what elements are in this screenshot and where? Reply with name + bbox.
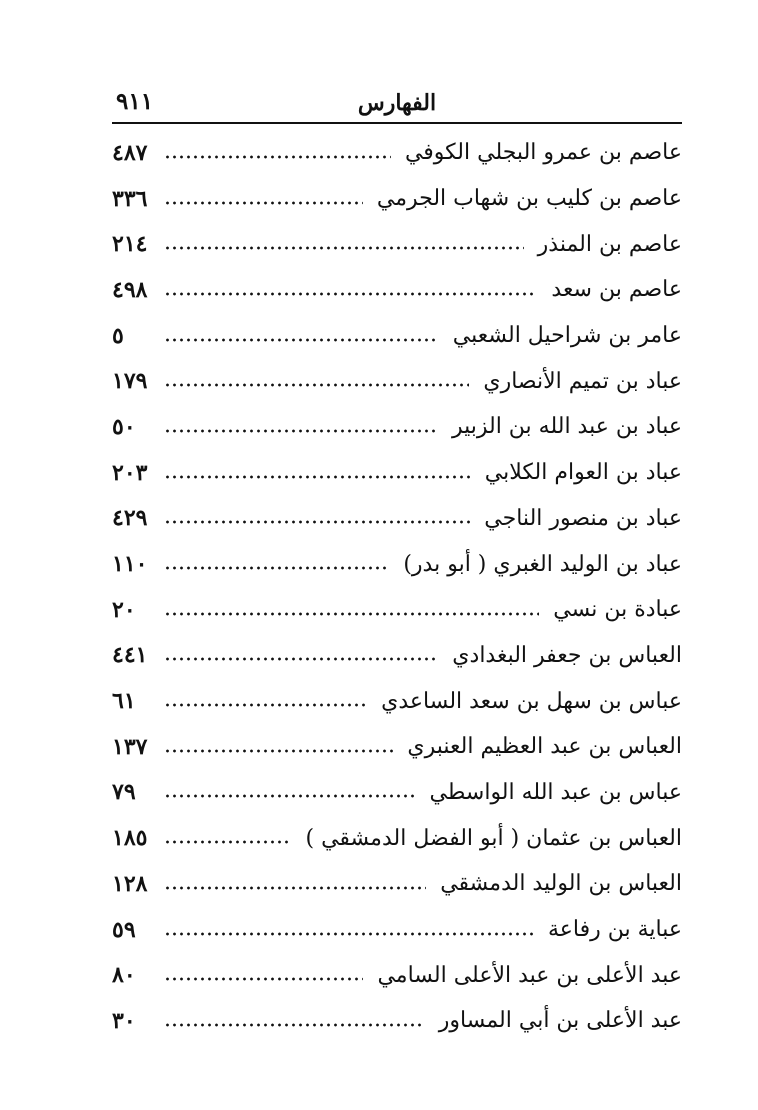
entry-name: عباد بن العوام الكلابي: [484, 460, 682, 486]
entry-name: عبادة بن نسي: [553, 597, 682, 623]
entry-name: عاصم بن المنذر: [537, 231, 682, 257]
entry-name: عبد الأعلى بن عبد الأعلى السامي: [377, 962, 682, 988]
index-entry: [112, 313, 682, 359]
entry-page-number: ٥٠: [112, 413, 136, 440]
entry-page-number: ١٧٩: [112, 368, 148, 395]
entry-page-number: ٤٢٩: [112, 505, 148, 532]
dot-leader: [164, 794, 416, 798]
index-entry: [112, 724, 682, 770]
dot-leader: [164, 338, 439, 342]
dot-leader: [164, 155, 391, 159]
page-title: الفهارس: [357, 90, 437, 116]
dot-leader: [164, 612, 539, 616]
dot-leader: [164, 566, 389, 570]
entry-page-number: ٢٠: [112, 596, 136, 623]
entry-name: عباس بن سهل بن سعد الساعدي: [381, 688, 682, 714]
index-entry: [112, 587, 682, 633]
page-header: [112, 88, 682, 124]
dot-leader: [164, 1023, 425, 1027]
entry-name: العباس بن الوليد الدمشقي: [440, 871, 682, 897]
entry-page-number: ١٨٥: [112, 825, 148, 852]
entry-page-number: ٢١٤: [112, 231, 148, 258]
dot-leader: [164, 932, 534, 936]
index-entry: [112, 998, 682, 1044]
dot-leader: [164, 840, 292, 844]
dot-leader: [164, 475, 471, 479]
index-entry: [112, 496, 682, 542]
entry-page-number: ٤٩٨: [112, 276, 148, 303]
index-entry: [112, 907, 682, 953]
entry-page-number: ٣٣٦: [112, 185, 148, 212]
entry-name: عباس بن عبد الله الواسطي: [429, 779, 682, 805]
dot-leader: [164, 292, 537, 296]
index-entry: [112, 541, 682, 587]
index-entry: [112, 450, 682, 496]
dot-leader: [164, 886, 426, 890]
entry-page-number: ١١٠: [112, 551, 148, 578]
entry-page-number: ٥٩: [112, 916, 136, 943]
dot-leader: [164, 977, 363, 981]
dot-leader: [164, 429, 438, 433]
entry-name: عاصم بن سعد: [551, 277, 682, 303]
index-entry: [112, 221, 682, 267]
index-entry: [112, 770, 682, 816]
dot-leader: [164, 201, 363, 205]
entry-name: عباية بن رفاعة: [547, 917, 682, 943]
entry-name: عاصم بن كليب بن شهاب الجرمي: [376, 186, 682, 212]
dot-leader: [164, 749, 393, 753]
dot-leader: [164, 657, 438, 661]
index-entry: [112, 815, 682, 861]
entry-name: عباد بن الوليد الغبري ( أبو بدر): [403, 551, 682, 577]
entry-name: العباس بن عثمان ( أبو الفضل الدمشقي ): [305, 825, 682, 851]
entry-name: العباس بن عبد العظيم العنبري: [407, 734, 682, 760]
entry-page-number: ٣٠: [112, 1007, 136, 1034]
entry-page-number: ٢٠٣: [112, 459, 148, 486]
entry-page-number: ٥: [112, 322, 124, 349]
dot-leader: [164, 703, 367, 707]
index-entry: [112, 678, 682, 724]
page-number: ٩١١: [116, 88, 154, 115]
entry-name: عباد بن منصور الناجي: [484, 505, 682, 531]
entry-page-number: ٨٠: [112, 962, 136, 989]
entry-name: عبد الأعلى بن أبي المساور: [438, 1008, 682, 1034]
index-entry: [112, 358, 682, 404]
entry-name: عامر بن شراحيل الشعبي: [452, 323, 682, 349]
entry-name: العباس بن جعفر البغدادي: [452, 642, 682, 668]
entry-page-number: ٤٤١: [112, 642, 148, 669]
index-entry: [112, 404, 682, 450]
index-entry: [112, 633, 682, 679]
index-entries: [112, 130, 682, 1044]
entry-name: عباد بن تميم الأنصاري: [483, 368, 682, 394]
index-entry: [112, 176, 682, 222]
entry-page-number: ٦١: [112, 688, 136, 715]
dot-leader: [164, 383, 469, 387]
index-entry: [112, 861, 682, 907]
index-entry: [112, 952, 682, 998]
entry-page-number: ٤٨٧: [112, 139, 148, 166]
entry-name: عباد بن عبد الله بن الزبير: [451, 414, 682, 440]
index-entry: [112, 130, 682, 176]
entry-page-number: ١٢٨: [112, 870, 148, 897]
dot-leader: [164, 246, 524, 250]
entry-page-number: ٧٩: [112, 779, 136, 806]
index-entry: [112, 267, 682, 313]
entry-page-number: ١٣٧: [112, 733, 148, 760]
entry-name: عاصم بن عمرو البجلي الكوفي: [404, 140, 682, 166]
dot-leader: [164, 520, 470, 524]
